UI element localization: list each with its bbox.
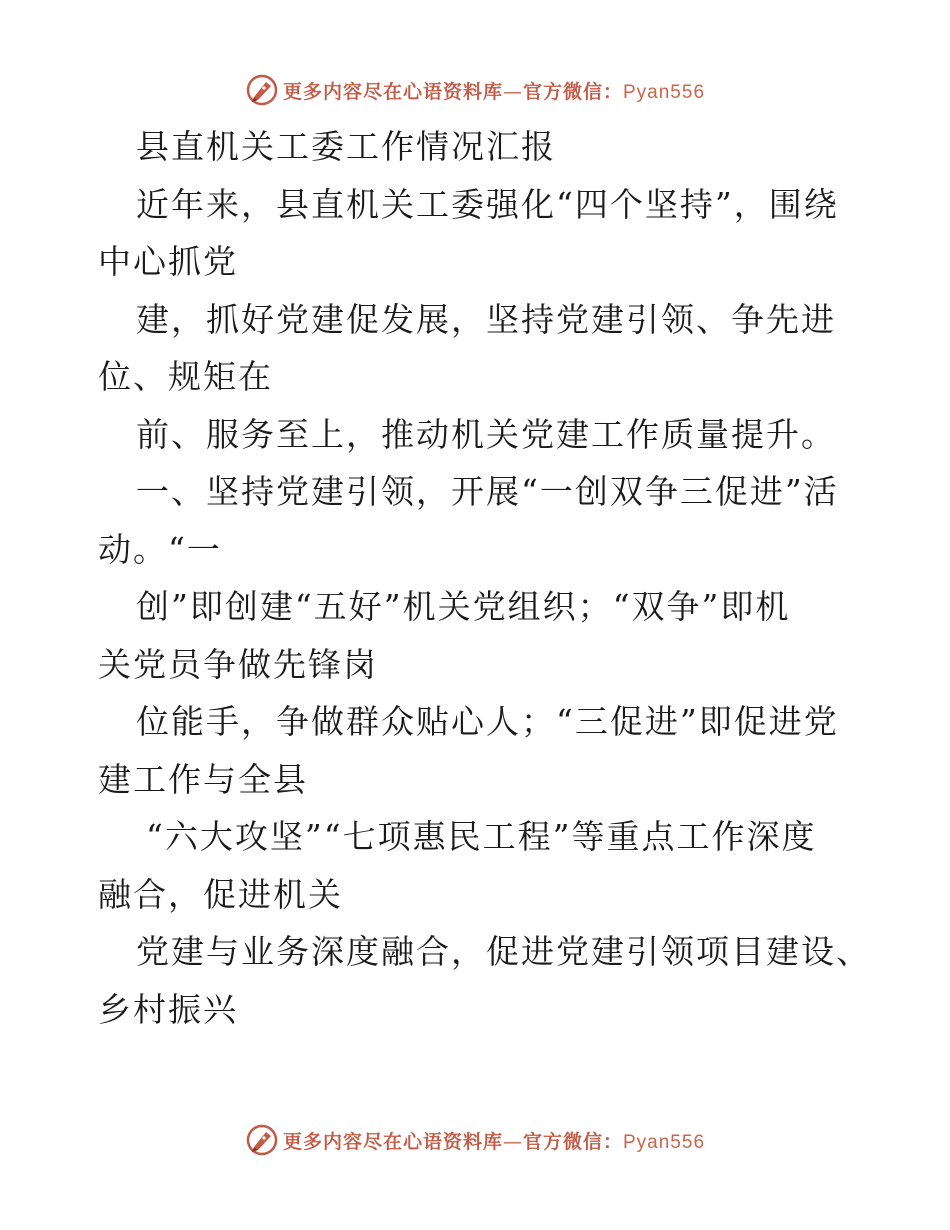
paragraph-line: 创”即创建“五好”机关党组织；“双争”即机: [136, 587, 791, 626]
watermark-site-text: 更多内容尽在心语资料库: [282, 1130, 503, 1153]
pen-nib-seal-icon: [245, 1123, 279, 1157]
paragraph-line: 关党员争做先锋岗: [98, 644, 378, 684]
watermark-wechat-id: Pyan556: [623, 1131, 706, 1153]
header-watermark: [0, 70, 950, 110]
watermark-wechat-id: Pyan556: [623, 81, 706, 103]
watermark-separator: —: [502, 1130, 523, 1153]
paragraph-line: 前、服务至上，推动机关党建工作质量提升。: [136, 414, 836, 454]
watermark-text: [283, 1127, 705, 1154]
document-title: 县直机关工委工作情况汇报: [136, 127, 556, 166]
paragraph-line: 中心抓党: [98, 242, 238, 281]
footer-watermark: [0, 1120, 950, 1160]
paragraph-line: 位、规矩在: [98, 357, 273, 396]
paragraph-line: 建，抓好党建促发展，坚持党建引领、争先进: [136, 299, 836, 339]
pen-nib-seal-icon: [245, 73, 279, 107]
watermark-site-text: 更多内容尽在心语资料库: [282, 80, 503, 103]
paragraph-line: 融合，促进机关: [98, 874, 343, 914]
paragraph-line: 动。“一: [98, 529, 222, 569]
paragraph-line: 乡村振兴: [98, 989, 238, 1029]
document-body: [98, 118, 871, 1038]
paragraph-line: 近年来，县直机关工委强化“四个坚持”，围绕: [136, 184, 839, 224]
watermark-text: [283, 77, 705, 104]
watermark-contact-text: 官方微信：: [522, 80, 623, 103]
watermark-separator: —: [502, 80, 523, 103]
watermark-contact-text: 官方微信：: [522, 1130, 623, 1153]
paragraph-line: “六大攻坚”“七项惠民工程”等重点工作深度: [146, 817, 817, 856]
paragraph-line: 位能手，争做群众贴心人；“三促进”即促进党: [136, 702, 839, 741]
section-heading-line: 一、坚持党建引领，开展“一创双争三促进”活: [136, 472, 839, 511]
paragraph-line: 建工作与全县: [98, 759, 308, 799]
paragraph-line: 党建与业务深度融合，促进党建引领项目建设、: [136, 932, 871, 971]
